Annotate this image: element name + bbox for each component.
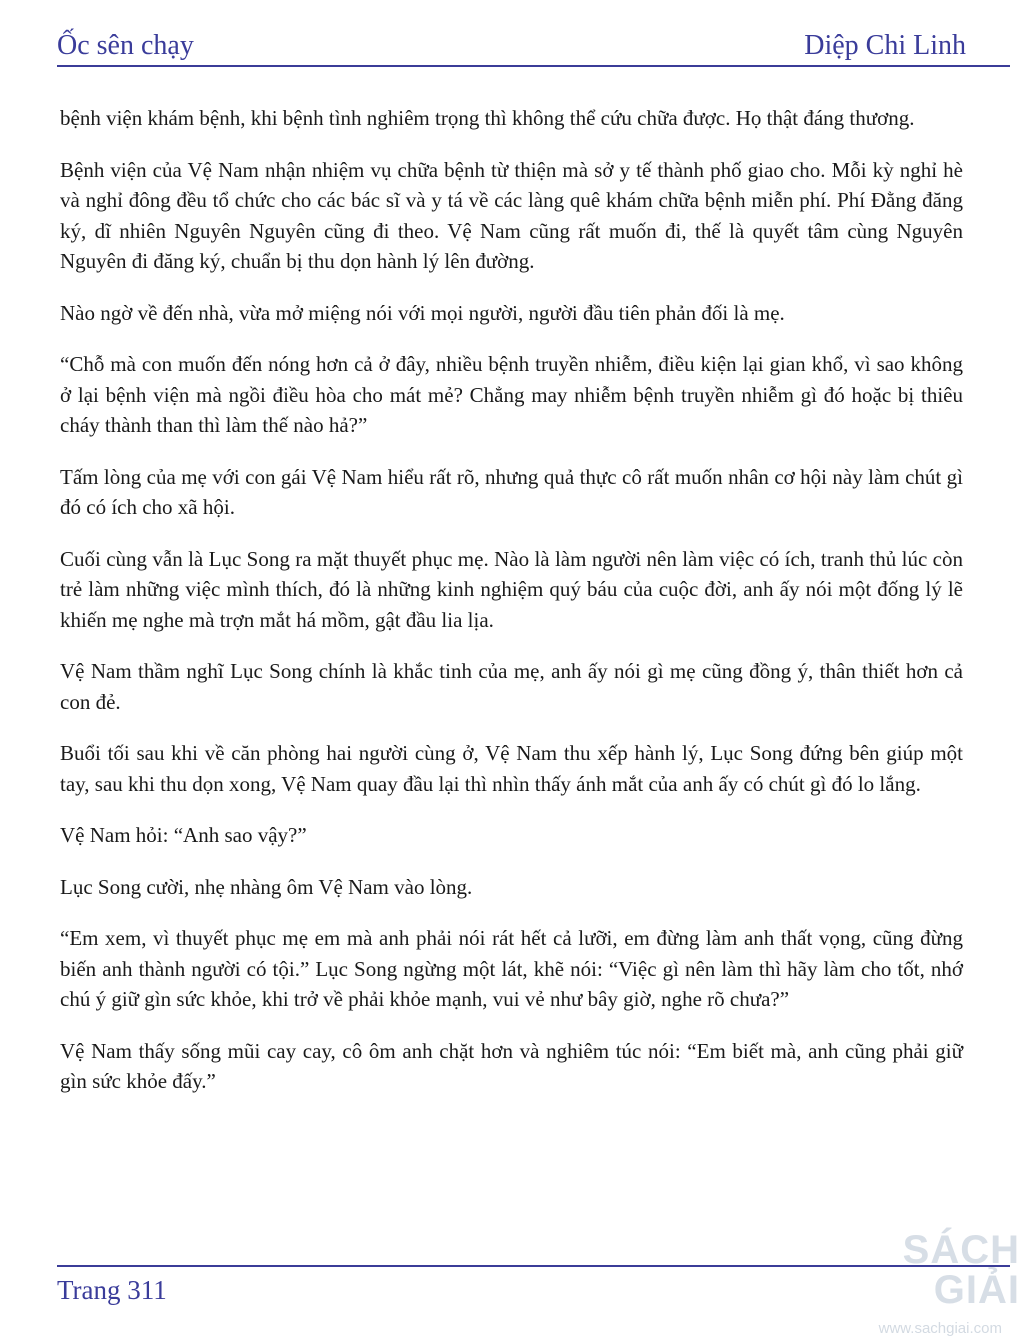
paragraph: Tấm lòng của mẹ với con gái Vệ Nam hiểu rất rõ, nhưng quả thực cô rất muốn nhân cơ hội này làm chút gì đó có ích cho xã hội. <box>60 464 963 519</box>
header-divider <box>57 65 1010 67</box>
paragraph: Vệ Nam thầm nghĩ Lục Song chính là khắc tinh của mẹ, anh ấy nói gì mẹ cũng đồng ý, thân thiết hơn cả con đẻ. <box>60 659 963 714</box>
paragraph: “Em xem, vì thuyết phục mẹ em mà anh phải nói rát hết cả lưỡi, em đừng làm anh thất vọng, cũng đừng biến anh thành người có tội.” Lục Song ngừng một lát, khẽ nói: “Việc gì nên làm thì hãy làm cho tốt, nhớ chú ý giữ gìn sức khỏe, khi trở về phải khỏe mạnh, vui vẻ như bây giờ, nghe rõ chưa?” <box>60 926 963 1011</box>
paragraph: Vệ Nam thấy sống mũi cay cay, cô ôm anh chặt hơn và nghiêm túc nói: “Em biết mà, anh cũng phải giữ gìn sức khỏe đấy.” <box>60 1038 963 1093</box>
paragraph: Nào ngờ về đến nhà, vừa mở miệng nói với mọi người, người đầu tiên phản đối là mẹ. <box>60 300 785 325</box>
paragraph: Cuối cùng vẫn là Lục Song ra mặt thuyết phục mẹ. Nào là làm người nên làm việc có ích, tranh thủ lúc còn trẻ làm những việc mình thích, đó là những kinh nghiệm quý báu của cuộc đời, anh ấy nói một đống lý lẽ khiến mẹ nghe mà trợn mắt há mồm, gật đầu lia lịa. <box>60 546 963 632</box>
paragraph: Buổi tối sau khi về căn phòng hai người cùng ở, Vệ Nam thu xếp hành lý, Lục Song đứng bên giúp một tay, sau khi thu dọn xong, Vệ Nam quay đầu lại thì nhìn thấy ánh mắt của anh ấy có chút gì đó lo lắng. <box>60 741 963 796</box>
paragraph: “Chỗ mà con muốn đến nóng hơn cả ở đây, nhiều bệnh truyền nhiễm, điều kiện lại gian khổ, vì sao không ở lại bệnh viện mà ngồi điều hòa cho mát mẻ? Chẳng may nhiễm bệnh truyền nhiễm gì đó hoặc bị thiêu cháy thành than thì làm thế nào hả?” <box>60 352 963 437</box>
paragraph: Bệnh viện của Vệ Nam nhận nhiệm vụ chữa bệnh từ thiện mà sở y tế thành phố giao cho. Mỗi kỳ nghỉ hè và nghỉ đông đều tổ chức cho các bác sĩ và y tá về các làng quê khám chữa bệnh miễn phí. Phí Đằng đăng ký, dĩ nhiên Nguyên Nguyên cũng đi theo. Vệ Nam cũng rất muốn đi, thế là quyết tâm cùng Nguyên Nguyên đi đăng ký, chuẩn bị thu dọn hành lý lên đường. <box>60 157 963 273</box>
book-title: Ốc sên chạy <box>57 30 194 61</box>
page-body <box>60 103 963 1118</box>
watermark-logo: SÁCH GIẢI <box>902 1228 1020 1312</box>
page-number: Trang 311 <box>57 1275 167 1305</box>
paragraph: bệnh viện khám bệnh, khi bệnh tình nghiêm trọng thì không thể cứu chữa được. Họ thật đáng thương. <box>60 106 915 130</box>
watermark-url: www.sachgiai.com <box>878 1320 1002 1337</box>
watermark <box>810 1228 1020 1337</box>
paragraph: Vệ Nam hỏi: “Anh sao vậy?” <box>60 823 307 847</box>
author-name: Diệp Chi Linh <box>804 30 966 61</box>
paragraph: Lục Song cười, nhẹ nhàng ôm Vệ Nam vào lòng. <box>60 874 473 899</box>
page-header <box>57 22 966 62</box>
